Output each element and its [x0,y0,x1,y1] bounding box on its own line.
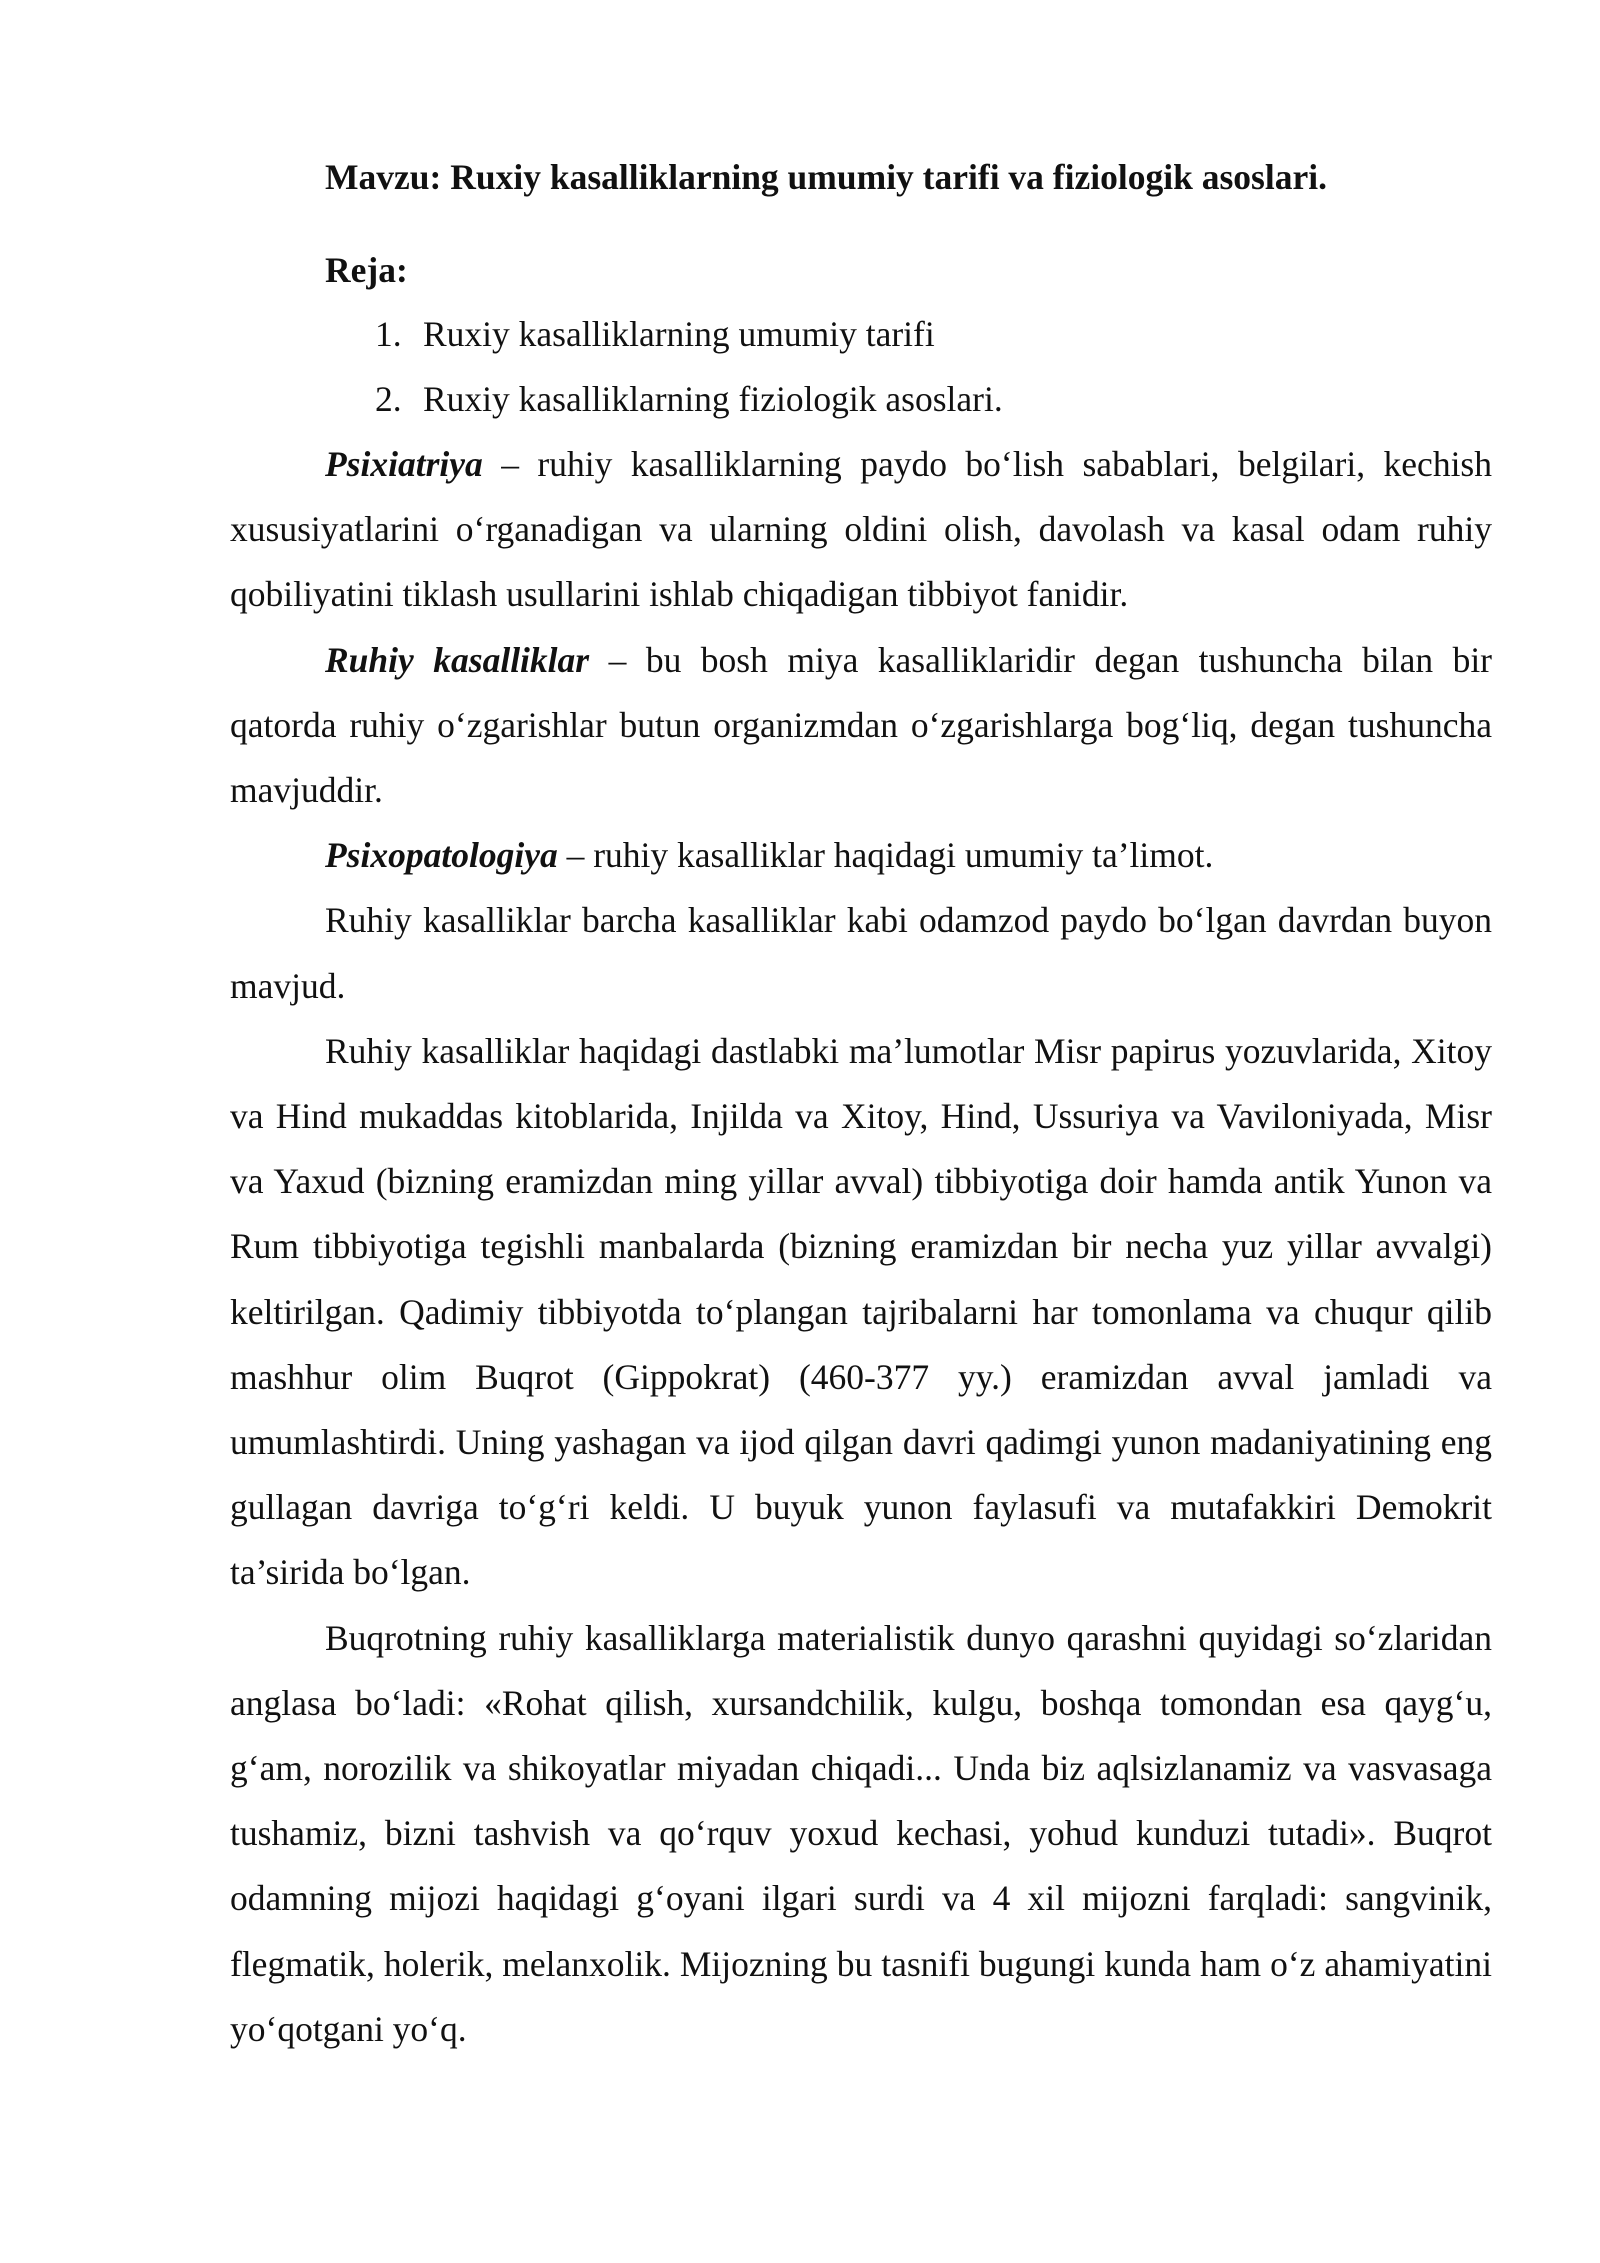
plan-list [230,302,1492,432]
plan-item [375,302,1492,367]
document-body [230,130,1492,2062]
paragraph-history-sources [230,1019,1492,1606]
plan-item-number: 2. [375,379,402,419]
plan-item-text: Ruxiy kasalliklarning fiziologik asoslari. [423,379,1003,419]
paragraph-text: – bu bosh miya kasalliklaridir degan tushuncha bilan bir qatorda ruhiy oʻzgarishlar butun organizmdan oʻzgarishlarga bogʻliq, degan tushuncha mavjuddir. [230,639,1493,811]
term-ruhiy-kasalliklar: Ruhiy kasalliklar [325,639,590,680]
paragraph-text: – ruhiy kasalliklar haqidagi umumiy ta’limot. [557,835,1214,876]
paragraph-text: Buqrotning ruhiy kasalliklarga materialistik dunyo qarashni quyidagi soʻzlaridan anglasa boʻladi: «Rohat qilish, xursandchilik, kulgu, boshqa tomondan esa qaygʻu, gʻam, norozilik va shikoyatlar miyadan chiqadi... Unda biz aqlsizlanamiz va vasvasaga tushamiz, bizni tashvish va qoʻrquv yoxud kechasi, yohud kunduzi tutadi». Buqrot odamning mijozi haqidagi gʻoyani ilgari surdi va 4 xil mijozni farqladi: sangvinik, flegmatik, holerik, melanxolik. Mijozning bu tasnifi bugungi kunda ham oʻz ahamiyatini yoʻqotgani yoʻq. [230,1617,1492,2049]
plan-item-text: Ruxiy kasalliklarning umumiy tarifi [423,314,935,354]
paragraph-psixiatriya [230,432,1492,628]
plan-heading: Reja: [325,250,408,290]
term-psixopatologiya: Psixopatologiya [325,835,558,876]
paragraph-text: Ruhiy kasalliklar barcha kasalliklar kabi odamzod paydo boʻlgan davrdan buyon mavjud. [230,900,1492,1006]
term-psixiatriya: Psixiatriya [325,444,483,484]
paragraph-buqrot [230,1606,1492,2062]
paragraph-psixopatologiya [230,823,1492,888]
paragraph-ruhiy-kasalliklar [230,628,1492,824]
document-title: Mavzu: Ruxiy kasalliklarning umumiy tarifi va fiziologik asoslari. [325,157,1327,197]
paragraph-text: Ruhiy kasalliklar haqidagi dastlabki ma’lumotlar Misr papirus yozuvlarida, Xitoy va Hind mukaddas kitoblarida, Injilda va Xitoy, Hind, Ussuriya va Vaviloniyada, Misr va Yaxud (bizning eramizdan ming yillar avval) tibbiyotiga doir hamda antik Yunon va Rum tibbiyotiga tegishli manbalarda (bizning eramizdan bir necha yuz yillar avvalgi) keltirilgan. Qadimiy tibbiyotda toʻplangan tajribalarni har tomonlama va chuqur qilib mashhur olim Buqrot (Gippokrat) (460-377 yy.) eramizdan avval jamladi va umumlashtirdi. Uning yashagan va ijod qilgan davri qadimgi yunon madaniyatining eng gullagan davriga toʻgʻri keldi. U buyuk yunon faylasufi va mutafakkiri Demokrit ta’sirida boʻlgan. [230,1030,1492,1593]
paragraph-history-intro [230,888,1492,1018]
plan-item [375,367,1492,432]
paragraph-text: – ruhiy kasalliklarning paydo boʻlish sabablari, belgilari, kechish xususiyatlarini oʻrganadigan va ularning oldini olish, davolash va kasal odam ruhiy qobiliyatini tiklash usullarini ishlab chiqadigan tibbiyot fanidir. [230,444,1492,615]
plan-item-number: 1. [375,314,402,354]
